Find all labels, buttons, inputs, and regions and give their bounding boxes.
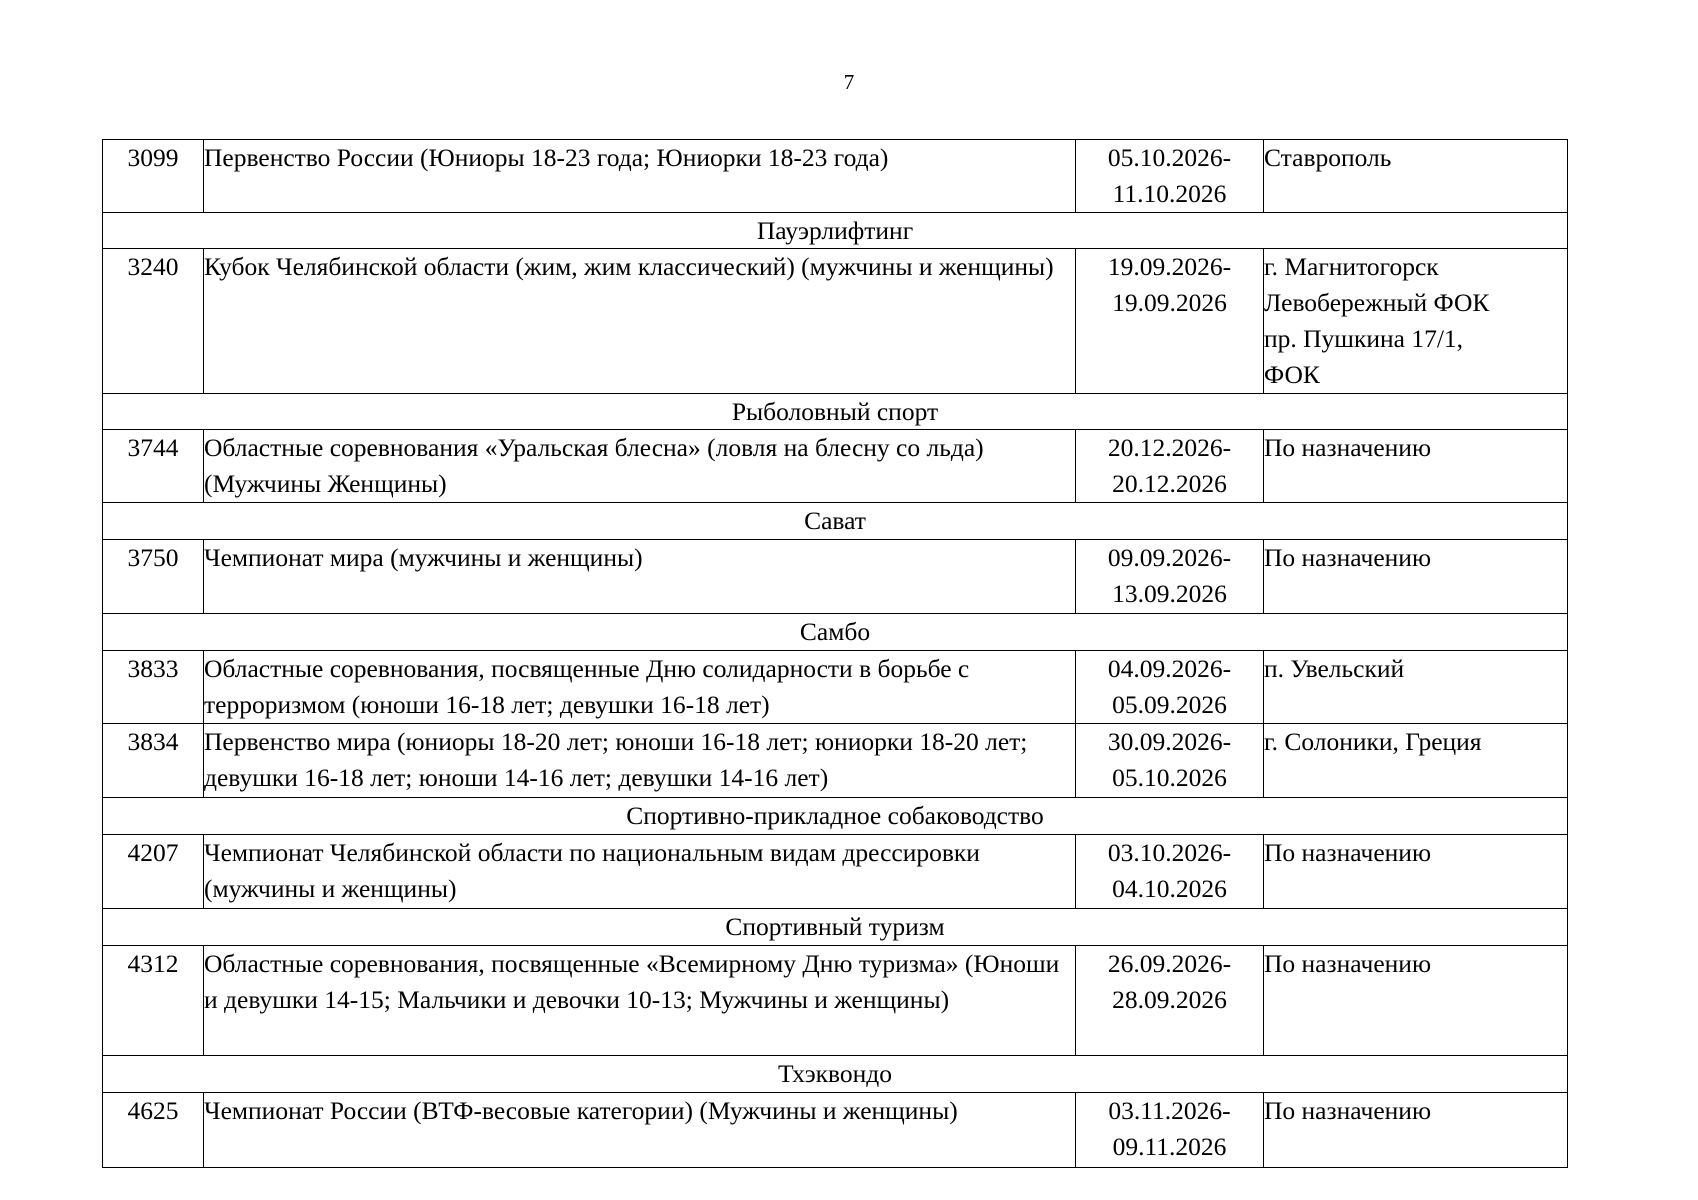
event-place: По назначению <box>1264 540 1568 614</box>
event-dates <box>1076 540 1264 614</box>
event-row <box>103 140 1568 213</box>
event-place: По назначению <box>1264 430 1568 503</box>
event-date-end: 11.10.2026 <box>1112 179 1227 208</box>
section-title: Тхэквондо <box>103 1056 1568 1093</box>
event-dates <box>1076 946 1264 1056</box>
section-row <box>103 394 1568 430</box>
section-row <box>103 503 1568 540</box>
event-name: Чемпионат мира (мужчины и женщины) <box>204 540 1076 614</box>
section-row <box>103 798 1568 835</box>
event-place: По назначению <box>1264 1093 1568 1168</box>
event-date-start: 03.10.2026- <box>1107 838 1232 867</box>
event-row <box>103 249 1568 394</box>
event-place-line: пр. Пушкина 17/1, <box>1264 324 1464 353</box>
event-number: 4312 <box>103 946 204 1056</box>
event-name: Областные соревнования, посвященные Дню солидарности в борьбе с терроризмом (юноши 16-18 лет; девушки 16-18 лет) <box>204 651 1076 724</box>
event-dates <box>1076 1093 1264 1168</box>
event-row <box>103 1093 1568 1168</box>
event-name: Чемпионат Челябинской области по национальным видам дрессировки (мужчины и женщины) <box>204 835 1076 909</box>
event-date-end: 19.09.2026 <box>1112 288 1227 317</box>
event-name: Чемпионат России (ВТФ-весовые категории) (Мужчины и женщины) <box>204 1093 1076 1168</box>
event-date-end: 28.09.2026 <box>1112 985 1227 1014</box>
event-date-end: 04.10.2026 <box>1112 874 1227 903</box>
event-number: 3750 <box>103 540 204 614</box>
event-place: По назначению <box>1264 946 1568 1056</box>
section-row <box>103 1056 1568 1093</box>
event-number: 3240 <box>103 249 204 394</box>
event-row <box>103 430 1568 503</box>
event-date-end: 05.09.2026 <box>1112 690 1227 719</box>
section-title: Спортивно-прикладное собаководство <box>103 798 1568 835</box>
event-dates <box>1076 430 1264 503</box>
event-place-line: г. Магнитогорск <box>1264 252 1439 281</box>
event-name: Первенство России (Юниоры 18-23 года; Юниорки 18-23 года) <box>204 140 1076 213</box>
event-date-end: 05.10.2026 <box>1112 763 1227 792</box>
event-number: 3099 <box>103 140 204 213</box>
event-row <box>103 835 1568 909</box>
event-place <box>1264 249 1568 394</box>
event-number: 4207 <box>103 835 204 909</box>
section-title: Спортивный туризм <box>103 909 1568 946</box>
event-number: 3834 <box>103 724 204 798</box>
event-name: Областные соревнования «Уральская блесна» (ловля на блесну со льда) (Мужчины Женщины) <box>204 430 1076 503</box>
event-place-line: ФОК <box>1264 360 1320 389</box>
event-row <box>103 540 1568 614</box>
event-dates <box>1076 651 1264 724</box>
section-title: Рыболовный спорт <box>103 394 1568 430</box>
section-row <box>103 909 1568 946</box>
event-date-start: 05.10.2026- <box>1107 143 1232 172</box>
event-name: Первенство мира (юниоры 18-20 лет; юноши 16-18 лет; юниорки 18-20 лет; девушки 16-18 лет; юноши 14-16 лет; девушки 14-16 лет) <box>204 724 1076 798</box>
event-date-start: 04.09.2026- <box>1107 654 1232 683</box>
event-place: Ставрополь <box>1264 140 1568 213</box>
event-dates <box>1076 724 1264 798</box>
event-date-start: 19.09.2026- <box>1107 252 1232 281</box>
event-number: 3744 <box>103 430 204 503</box>
event-date-end: 20.12.2026 <box>1112 469 1227 498</box>
event-dates <box>1076 140 1264 213</box>
section-title: Пауэрлифтинг <box>103 213 1568 249</box>
event-date-start: 26.09.2026- <box>1107 949 1232 978</box>
event-date-end: 09.11.2026 <box>1112 1132 1227 1161</box>
section-row <box>103 614 1568 651</box>
event-number: 4625 <box>103 1093 204 1168</box>
section-row <box>103 213 1568 249</box>
page-number: 7 <box>843 70 855 94</box>
section-title: Сават <box>103 503 1568 540</box>
event-name: Кубок Челябинской области (жим, жим классический) (мужчины и женщины) <box>204 249 1076 394</box>
event-date-start: 09.09.2026- <box>1107 543 1232 572</box>
event-date-start: 20.12.2026- <box>1107 433 1232 462</box>
events-table <box>102 139 1568 1168</box>
event-date-end: 13.09.2026 <box>1112 579 1227 608</box>
event-dates <box>1076 249 1264 394</box>
event-place-line: Левобережный ФОК <box>1264 288 1490 317</box>
event-dates <box>1076 835 1264 909</box>
section-title: Самбо <box>103 614 1568 651</box>
event-date-start: 03.11.2026- <box>1108 1096 1231 1125</box>
event-date-start: 30.09.2026- <box>1107 727 1232 756</box>
event-number: 3833 <box>103 651 204 724</box>
event-row <box>103 651 1568 724</box>
event-row <box>103 724 1568 798</box>
event-place: По назначению <box>1264 835 1568 909</box>
event-place: п. Увельский <box>1264 651 1568 724</box>
event-name: Областные соревнования, посвященные «Всемирному Дню туризма» (Юноши и девушки 14-15; Мальчики и девочки 10-13; Мужчины и женщины) <box>204 946 1076 1056</box>
event-place: г. Солоники, Греция <box>1264 724 1568 798</box>
event-row <box>103 946 1568 1056</box>
